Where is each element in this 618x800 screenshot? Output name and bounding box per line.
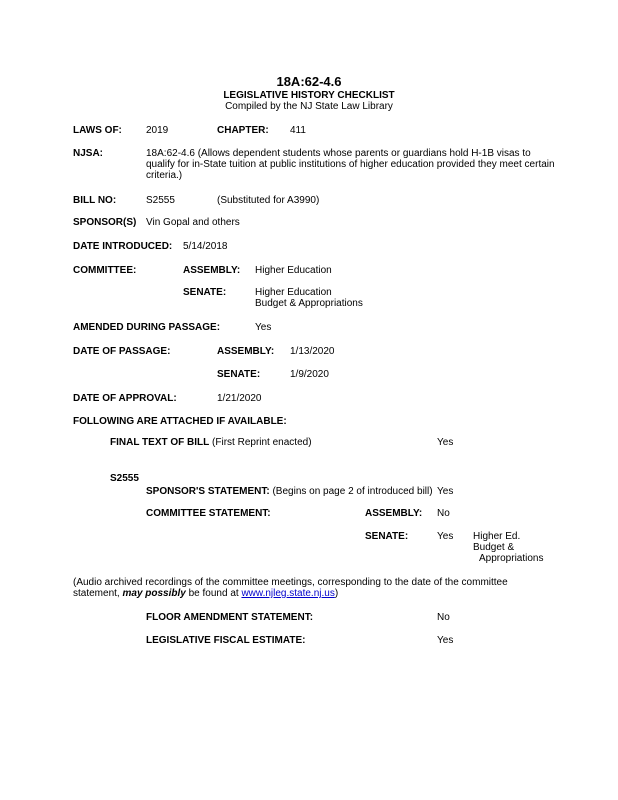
chapter-label: CHAPTER: — [217, 125, 269, 136]
committee-statement-senate-note-2: Budget & — [473, 542, 515, 553]
audio-note-emphasis: may possibly — [122, 588, 186, 599]
committee-label: COMMITTEE: — [73, 265, 137, 276]
audio-note-pre: statement, — [73, 588, 120, 599]
fiscal-estimate-value: Yes — [437, 635, 454, 646]
audio-note-line-1: (Audio archived recordings of the committee meetings, corresponding to the date of the committee — [73, 577, 508, 588]
final-text-row — [110, 437, 312, 449]
page-subtitle: LEGISLATIVE HISTORY CHECKLIST — [223, 90, 395, 101]
committee-senate-value-2: Budget & Appropriations — [255, 298, 363, 309]
njsa-line-1: 18A:62-4.6 (Allows dependent students whose parents or guardians hold H-1B visas to — [146, 148, 531, 159]
committee-statement-senate-note-1: Higher Ed. — [473, 531, 521, 542]
audio-note-post: ) — [334, 588, 339, 599]
committee-statement-senate-label: SENATE: — [365, 531, 409, 542]
date-introduced-label: DATE INTRODUCED: — [73, 241, 173, 252]
attachments-heading: FOLLOWING ARE ATTACHED IF AVAILABLE: — [73, 416, 287, 427]
committee-statement-assembly-value: No — [437, 508, 450, 519]
laws-of-value: 2019 — [146, 125, 169, 136]
bill-no-note: (Substituted for A3990) — [217, 195, 320, 206]
committee-senate-label: SENATE: — [183, 287, 227, 298]
date-of-passage-label: DATE OF PASSAGE: — [73, 346, 171, 357]
committee-statement-label: COMMITTEE STATEMENT: — [146, 508, 271, 519]
final-text-note: (First Reprint enacted) — [212, 437, 312, 448]
chapter-value: 411 — [290, 125, 306, 136]
fiscal-estimate-label: LEGISLATIVE FISCAL ESTIMATE: — [146, 635, 306, 646]
passage-senate-value: 1/9/2020 — [290, 369, 329, 380]
committee-assembly-label: ASSEMBLY: — [183, 265, 241, 276]
sponsor-statement-label: SPONSOR'S STATEMENT: — [146, 486, 270, 497]
passage-assembly-label: ASSEMBLY: — [217, 346, 275, 357]
committee-statement-senate-note-3: Appropriations — [479, 553, 544, 564]
compiled-by: Compiled by the NJ State Law Library — [225, 101, 393, 112]
amended-value: Yes — [255, 322, 272, 333]
committee-statement-assembly-label: ASSEMBLY: — [365, 508, 423, 519]
audio-note-line-2 — [73, 588, 338, 600]
bill-no-label: BILL NO: — [73, 195, 117, 206]
committee-statement-senate-value: Yes — [437, 531, 454, 542]
bill-no-value: S2555 — [146, 195, 175, 206]
page-title: 18A:62-4.6 — [276, 74, 342, 89]
sponsor-statement-value: Yes — [437, 486, 454, 497]
sponsor-value: Vin Gopal and others — [146, 217, 240, 228]
date-of-approval-label: DATE OF APPROVAL: — [73, 393, 177, 404]
bill-section-id: S2555 — [110, 473, 139, 484]
passage-assembly-value: 1/13/2020 — [290, 346, 335, 357]
passage-senate-label: SENATE: — [217, 369, 261, 380]
amended-label: AMENDED DURING PASSAGE: — [73, 322, 221, 333]
date-of-approval-value: 1/21/2020 — [217, 393, 262, 404]
njleg-link[interactable]: www.njleg.state.nj.us — [241, 588, 335, 599]
final-text-value: Yes — [437, 437, 454, 448]
sponsor-statement-row — [146, 486, 433, 498]
njsa-line-3: criteria.) — [146, 170, 183, 181]
floor-amendment-label: FLOOR AMENDMENT STATEMENT: — [146, 612, 314, 623]
final-text-label: FINAL TEXT OF BILL — [110, 437, 210, 448]
njsa-line-2: qualify for in-State tuition at public institutions of higher education provided they meet certain — [146, 159, 555, 170]
laws-of-label: LAWS OF: — [73, 125, 122, 136]
committee-senate-value-1: Higher Education — [255, 287, 332, 298]
floor-amendment-value: No — [437, 612, 450, 623]
sponsor-label: SPONSOR(S) — [73, 217, 137, 228]
njsa-label: NJSA: — [73, 148, 104, 159]
committee-assembly-value: Higher Education — [255, 265, 332, 276]
sponsor-statement-note: (Begins on page 2 of introduced bill) — [272, 486, 433, 497]
audio-note-mid: be found at — [188, 588, 239, 599]
date-introduced-value: 5/14/2018 — [183, 241, 228, 252]
